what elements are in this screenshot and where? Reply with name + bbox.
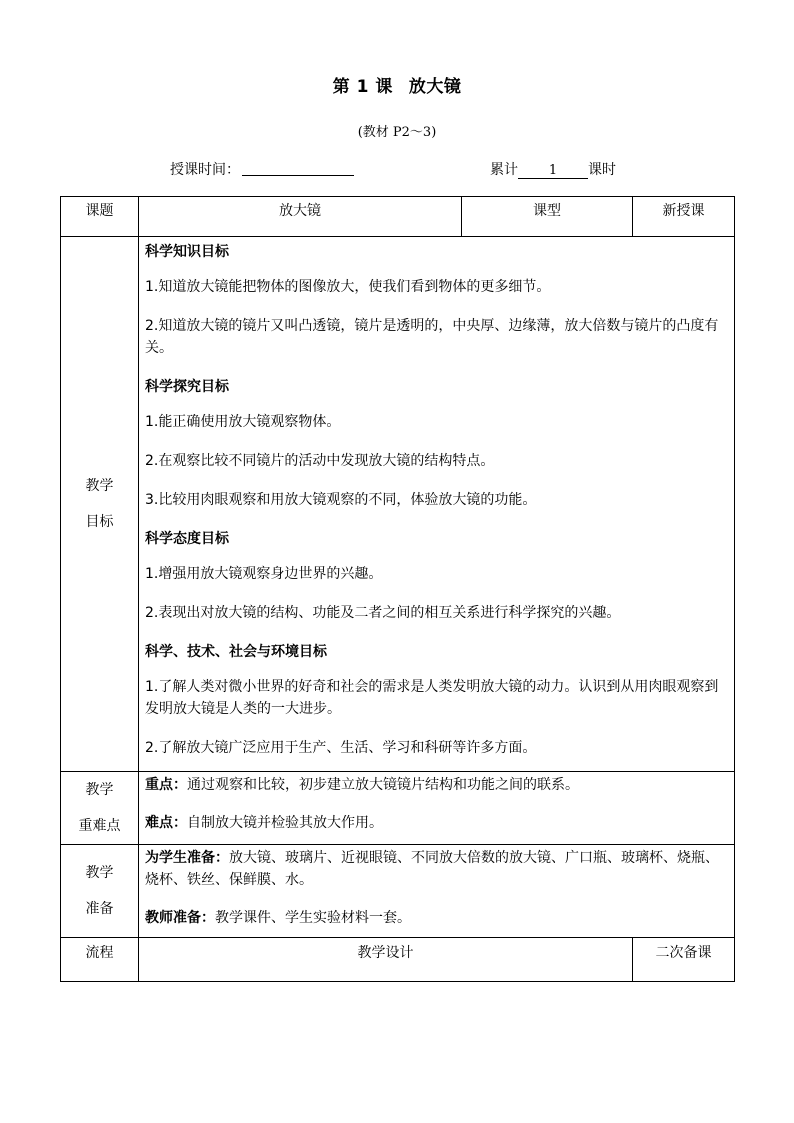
topic-label: 课题	[61, 197, 139, 237]
goal-item: 2.在观察比较不同镜片的活动中发现放大镜的结构特点。	[145, 453, 495, 469]
topic-value: 放大镜	[139, 197, 462, 237]
difficulty-point	[145, 812, 728, 834]
goals-label-line2: 目标	[85, 514, 114, 530]
key-points-label-line2: 重难点	[78, 818, 121, 834]
header-row	[61, 197, 735, 237]
goals-label	[61, 237, 139, 772]
goal-item: 1.能正确使用放大镜观察物体。	[145, 414, 341, 430]
type-value: 新授课	[633, 197, 735, 237]
flow-header-row	[61, 938, 735, 982]
goal-item: 2.知道放大镜的镜片又叫凸透镜，镜片是透明的，中央厚、边缘薄，放大倍数与镜片的凸度有关。	[145, 318, 719, 356]
teacher-prep-text: 教学课件、学生实验材料一套。	[215, 910, 411, 926]
preparation-content	[139, 845, 735, 938]
design-label: 教学设计	[139, 938, 633, 982]
difficulty-text: 自制放大镜并检验其放大作用。	[187, 815, 383, 831]
key-points-row	[61, 772, 735, 845]
focus-label: 重点：	[145, 777, 187, 793]
total-hours	[490, 159, 616, 179]
lesson-name: 放大镜	[408, 77, 462, 97]
key-points-content	[139, 772, 735, 845]
goal-item: 1.增强用放大镜观察身边世界的兴趣。	[145, 566, 383, 582]
teaching-time	[170, 159, 354, 179]
goal-item: 2.表现出对放大镜的结构、功能及二者之间的相互关系进行科学探究的兴趣。	[145, 605, 621, 621]
goals-label-line1: 教学	[85, 478, 114, 494]
lesson-title	[0, 72, 794, 97]
preparation-label-line1: 教学	[85, 865, 114, 881]
preparation-label	[61, 845, 139, 938]
goal-heading-knowledge: 科学知识目标	[145, 244, 229, 260]
total-value: 1	[518, 163, 588, 179]
goals-row	[61, 237, 735, 772]
textbook-pages: (教材 P2～3)	[357, 125, 437, 140]
focus-point	[145, 774, 728, 796]
process-label: 流程	[61, 938, 139, 982]
goal-heading-attitude: 科学态度目标	[145, 531, 229, 547]
goal-item: 1.知道放大镜能把物体的图像放大，使我们看到物体的更多细节。	[145, 279, 551, 295]
teaching-time-blank	[242, 162, 354, 176]
student-prep-label: 为学生准备：	[145, 850, 229, 866]
difficulty-label: 难点：	[145, 815, 187, 831]
teacher-preparation	[145, 907, 728, 929]
goal-heading-inquiry: 科学探究目标	[145, 379, 229, 395]
lesson-plan-table	[60, 196, 735, 982]
goal-heading-stse: 科学、技术、社会与环境目标	[145, 644, 327, 660]
goal-item: 1.了解人类对微小世界的好奇和社会的需求是人类发明放大镜的动力。认识到从用肉眼观察到发明放大镜是人类的一大进步。	[145, 679, 719, 717]
key-points-label-line1: 教学	[85, 782, 114, 798]
student-preparation	[145, 847, 728, 891]
teaching-time-label: 授课时间：	[170, 162, 240, 178]
goals-content	[139, 237, 735, 772]
goal-item: 3.比较用肉眼观察和用放大镜观察的不同，体验放大镜的功能。	[145, 492, 537, 508]
goal-item: 2.了解放大镜广泛应用于生产、生活、学习和科研等许多方面。	[145, 740, 537, 756]
preparation-row	[61, 845, 735, 938]
type-label: 课型	[462, 197, 633, 237]
unit-label: 课时	[588, 162, 616, 178]
second-prep-label: 二次备课	[633, 938, 735, 982]
student-prep-text: 放大镜、玻璃片、近视眼镜、不同放大倍数的放大镜、广口瓶、玻璃杯、烧瓶、烧杯、铁丝、保鲜膜、水。	[145, 850, 719, 888]
preparation-label-line2: 准备	[85, 901, 114, 917]
total-label: 累计	[490, 162, 518, 178]
key-points-label	[61, 772, 139, 845]
focus-text: 通过观察和比较，初步建立放大镜镜片结构和功能之间的联系。	[187, 777, 579, 793]
teacher-prep-label: 教师准备：	[145, 910, 215, 926]
lesson-number: 第 1 课	[332, 77, 393, 97]
